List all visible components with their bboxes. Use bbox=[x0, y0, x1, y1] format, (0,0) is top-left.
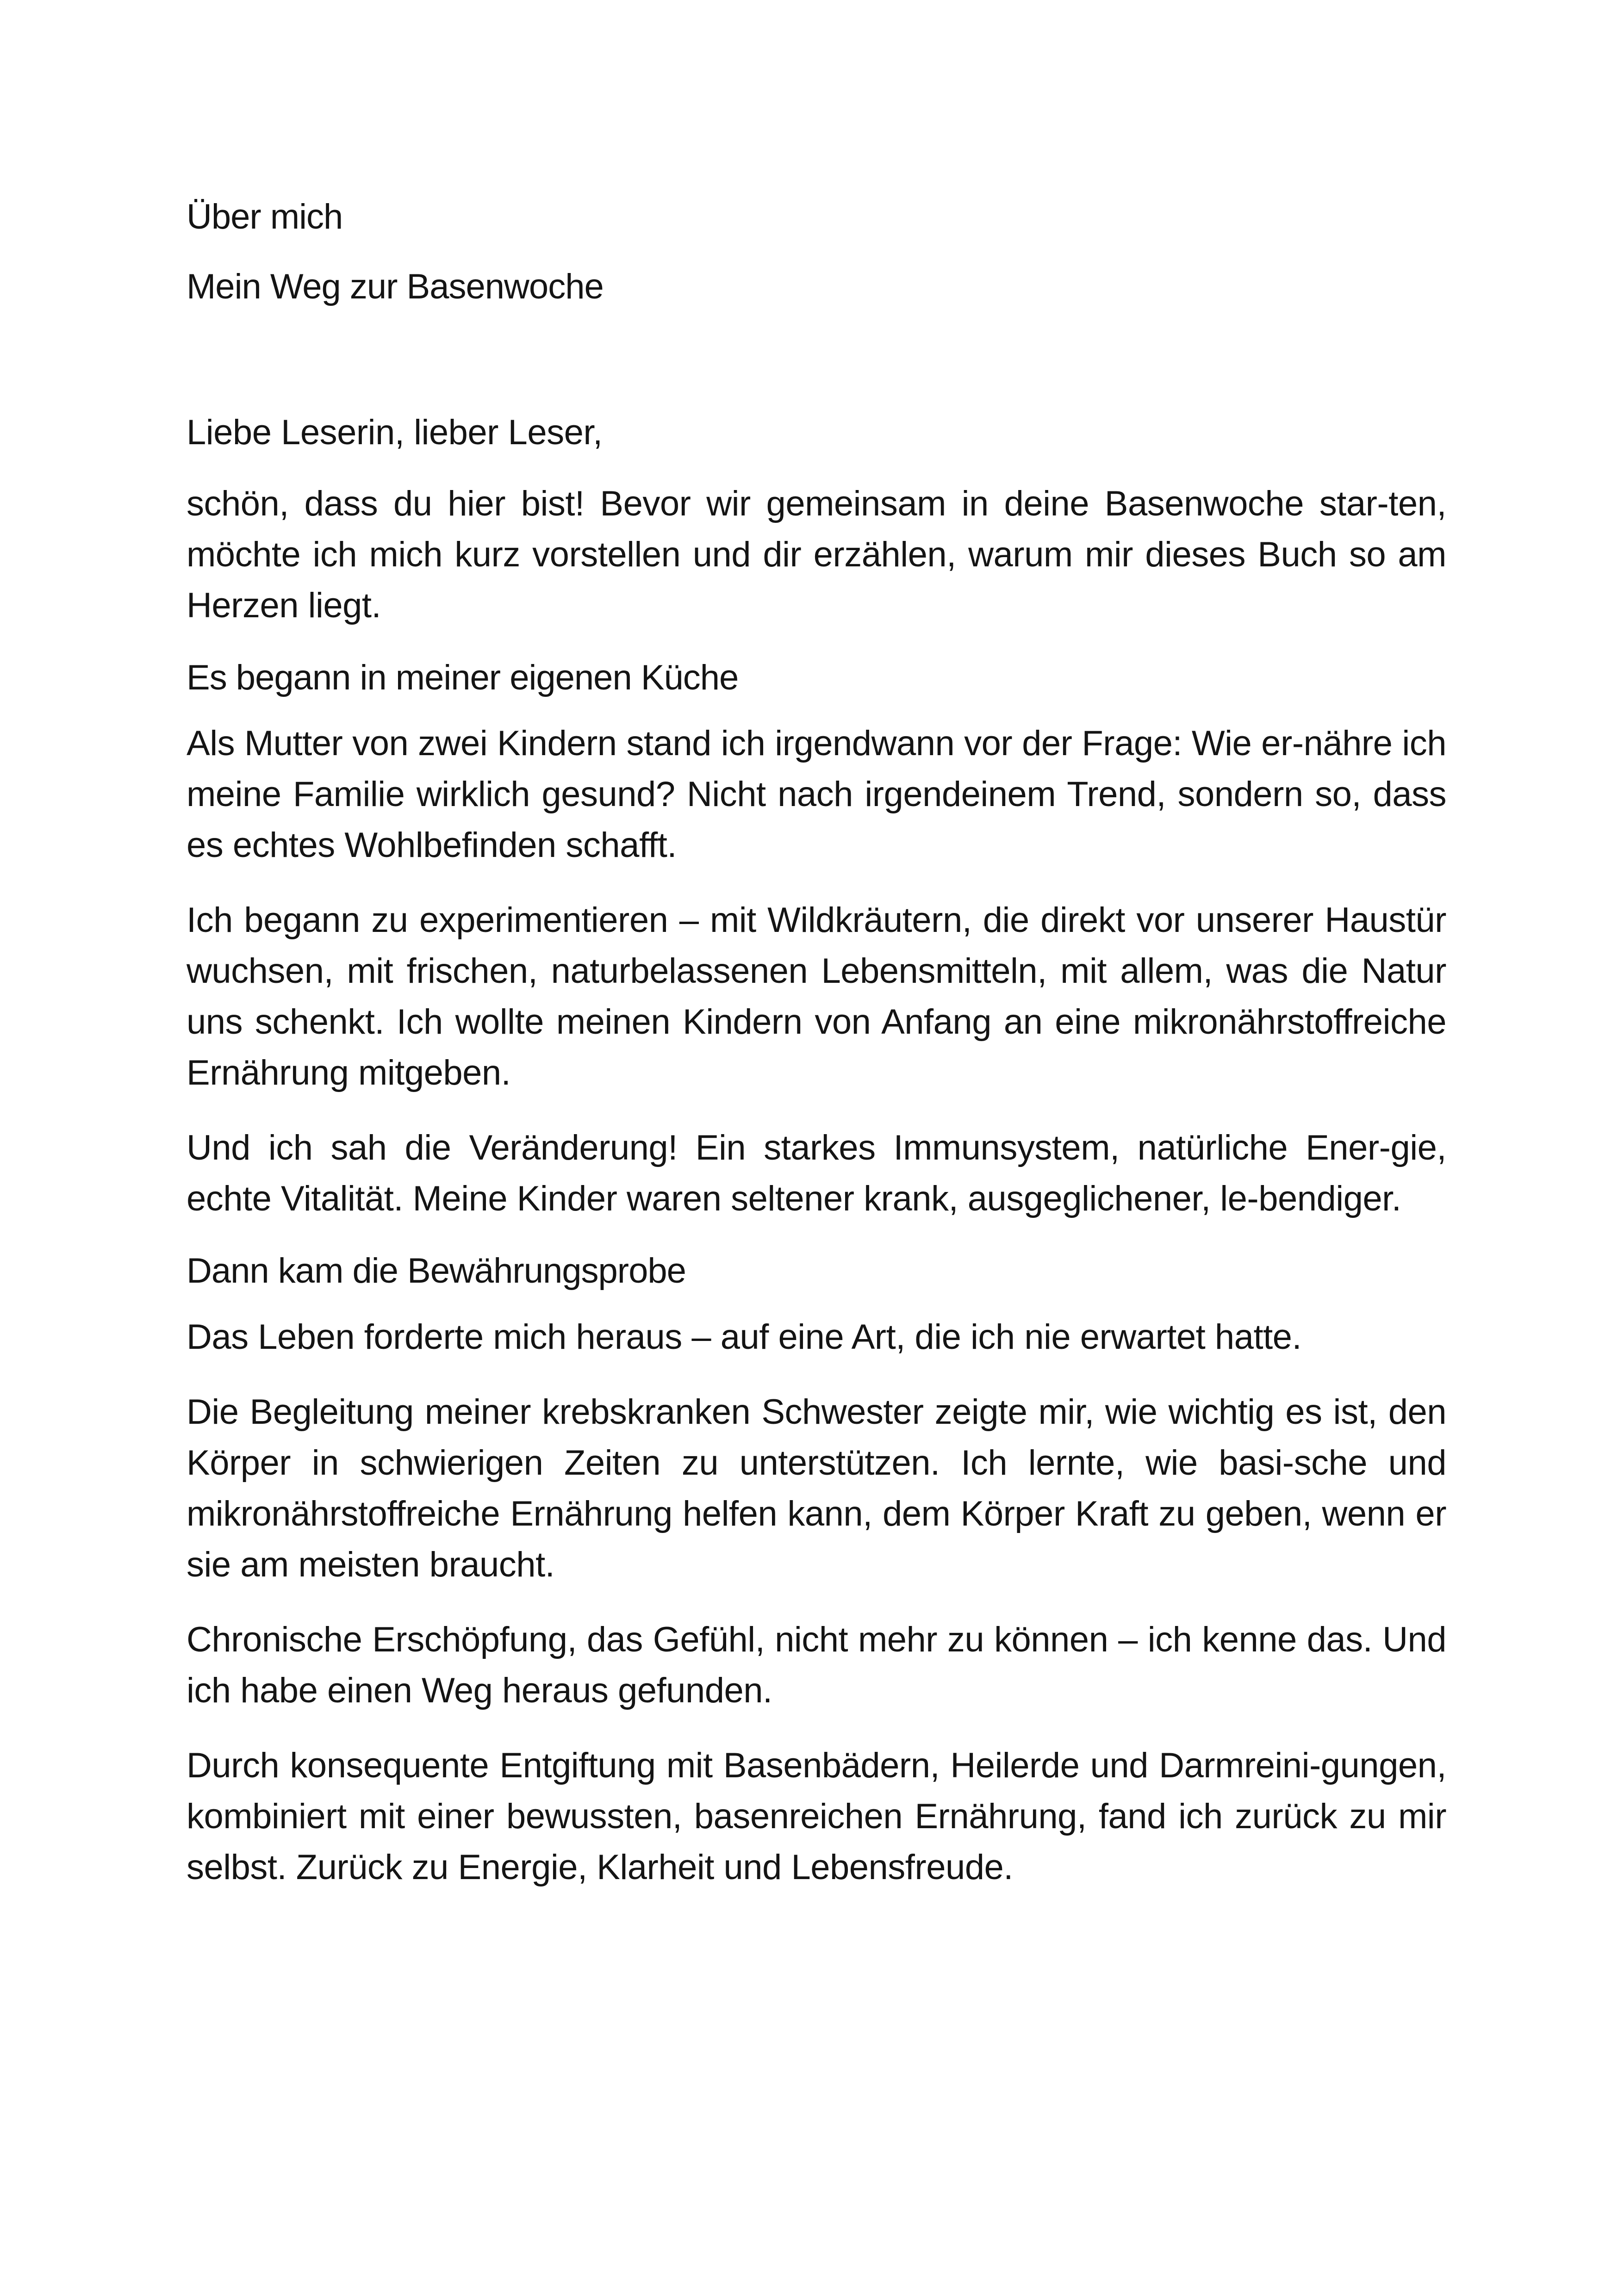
paragraph-change: Und ich sah die Veränderung! Ein starkes Immunsystem, natürliche Ener-gie, echte Vitalität. Meine Kinder waren seltener krank, ausgeglichener, le-bendiger. bbox=[187, 1128, 1446, 1219]
heading-kitchen: Es begann in meiner eigenen Küche bbox=[187, 658, 739, 697]
paragraph-intro: schön, dass du hier bist! Bevor wir gemeinsam in deine Basenwoche star-ten, möchte ich mich kurz vorstellen und dir erzählen, warum mir dieses Buch so am Herzen liegt. bbox=[187, 484, 1446, 625]
paragraph-exhaustion: Chronische Erschöpfung, das Gefühl, nicht mehr zu können – ich kenne das. Und ich habe einen Weg heraus gefunden. bbox=[187, 1620, 1446, 1711]
paragraph-life: Das Leben forderte mich heraus – auf eine Art, die ich nie erwartet hatte. bbox=[187, 1317, 1302, 1357]
heading-test: Dann kam die Bewährungsprobe bbox=[187, 1251, 686, 1291]
heading-my-way: Mein Weg zur Basenwoche bbox=[187, 267, 604, 306]
paragraph-sister: Die Begleitung meiner krebskranken Schwester zeigte mir, wie wichtig es ist, den Körper in schwierigen Zeiten zu unterstützen. Ich lernte, wie basi-sche und mikronährstoffreiche Ernährung helfen kann, dem Körper Kraft zu geben, wenn er sie am meisten braucht. bbox=[187, 1392, 1446, 1585]
paragraph-greeting: Liebe Leserin, lieber Leser, bbox=[187, 412, 603, 452]
heading-about-me: Über mich bbox=[187, 197, 343, 236]
document-page bbox=[187, 194, 1446, 1917]
paragraph-detox: Durch konsequente Entgiftung mit Basenbädern, Heilerde und Darmreini-gungen, kombiniert mit einer bewussten, basenreichen Ernährung, fand ich zurück zu mir selbst. Zurück zu Energie, Klarheit und Lebensfreude. bbox=[187, 1746, 1446, 1887]
paragraph-mother: Als Mutter von zwei Kindern stand ich irgendwann vor der Frage: Wie er-nähre ich meine Familie wirklich gesund? Nicht nach irgendeinem Trend, sondern so, dass es echtes Wohlbefinden schafft. bbox=[187, 724, 1446, 865]
paragraph-experiment: Ich begann zu experimentieren – mit Wildkräutern, die direkt vor unserer Haustür wuchsen, mit frischen, naturbelassenen Lebensmitteln, mit allem, was die Natur uns schenkt. Ich wollte meinen Kindern von Anfang an eine mikronährstoffreiche Ernährung mitgeben. bbox=[187, 900, 1446, 1093]
